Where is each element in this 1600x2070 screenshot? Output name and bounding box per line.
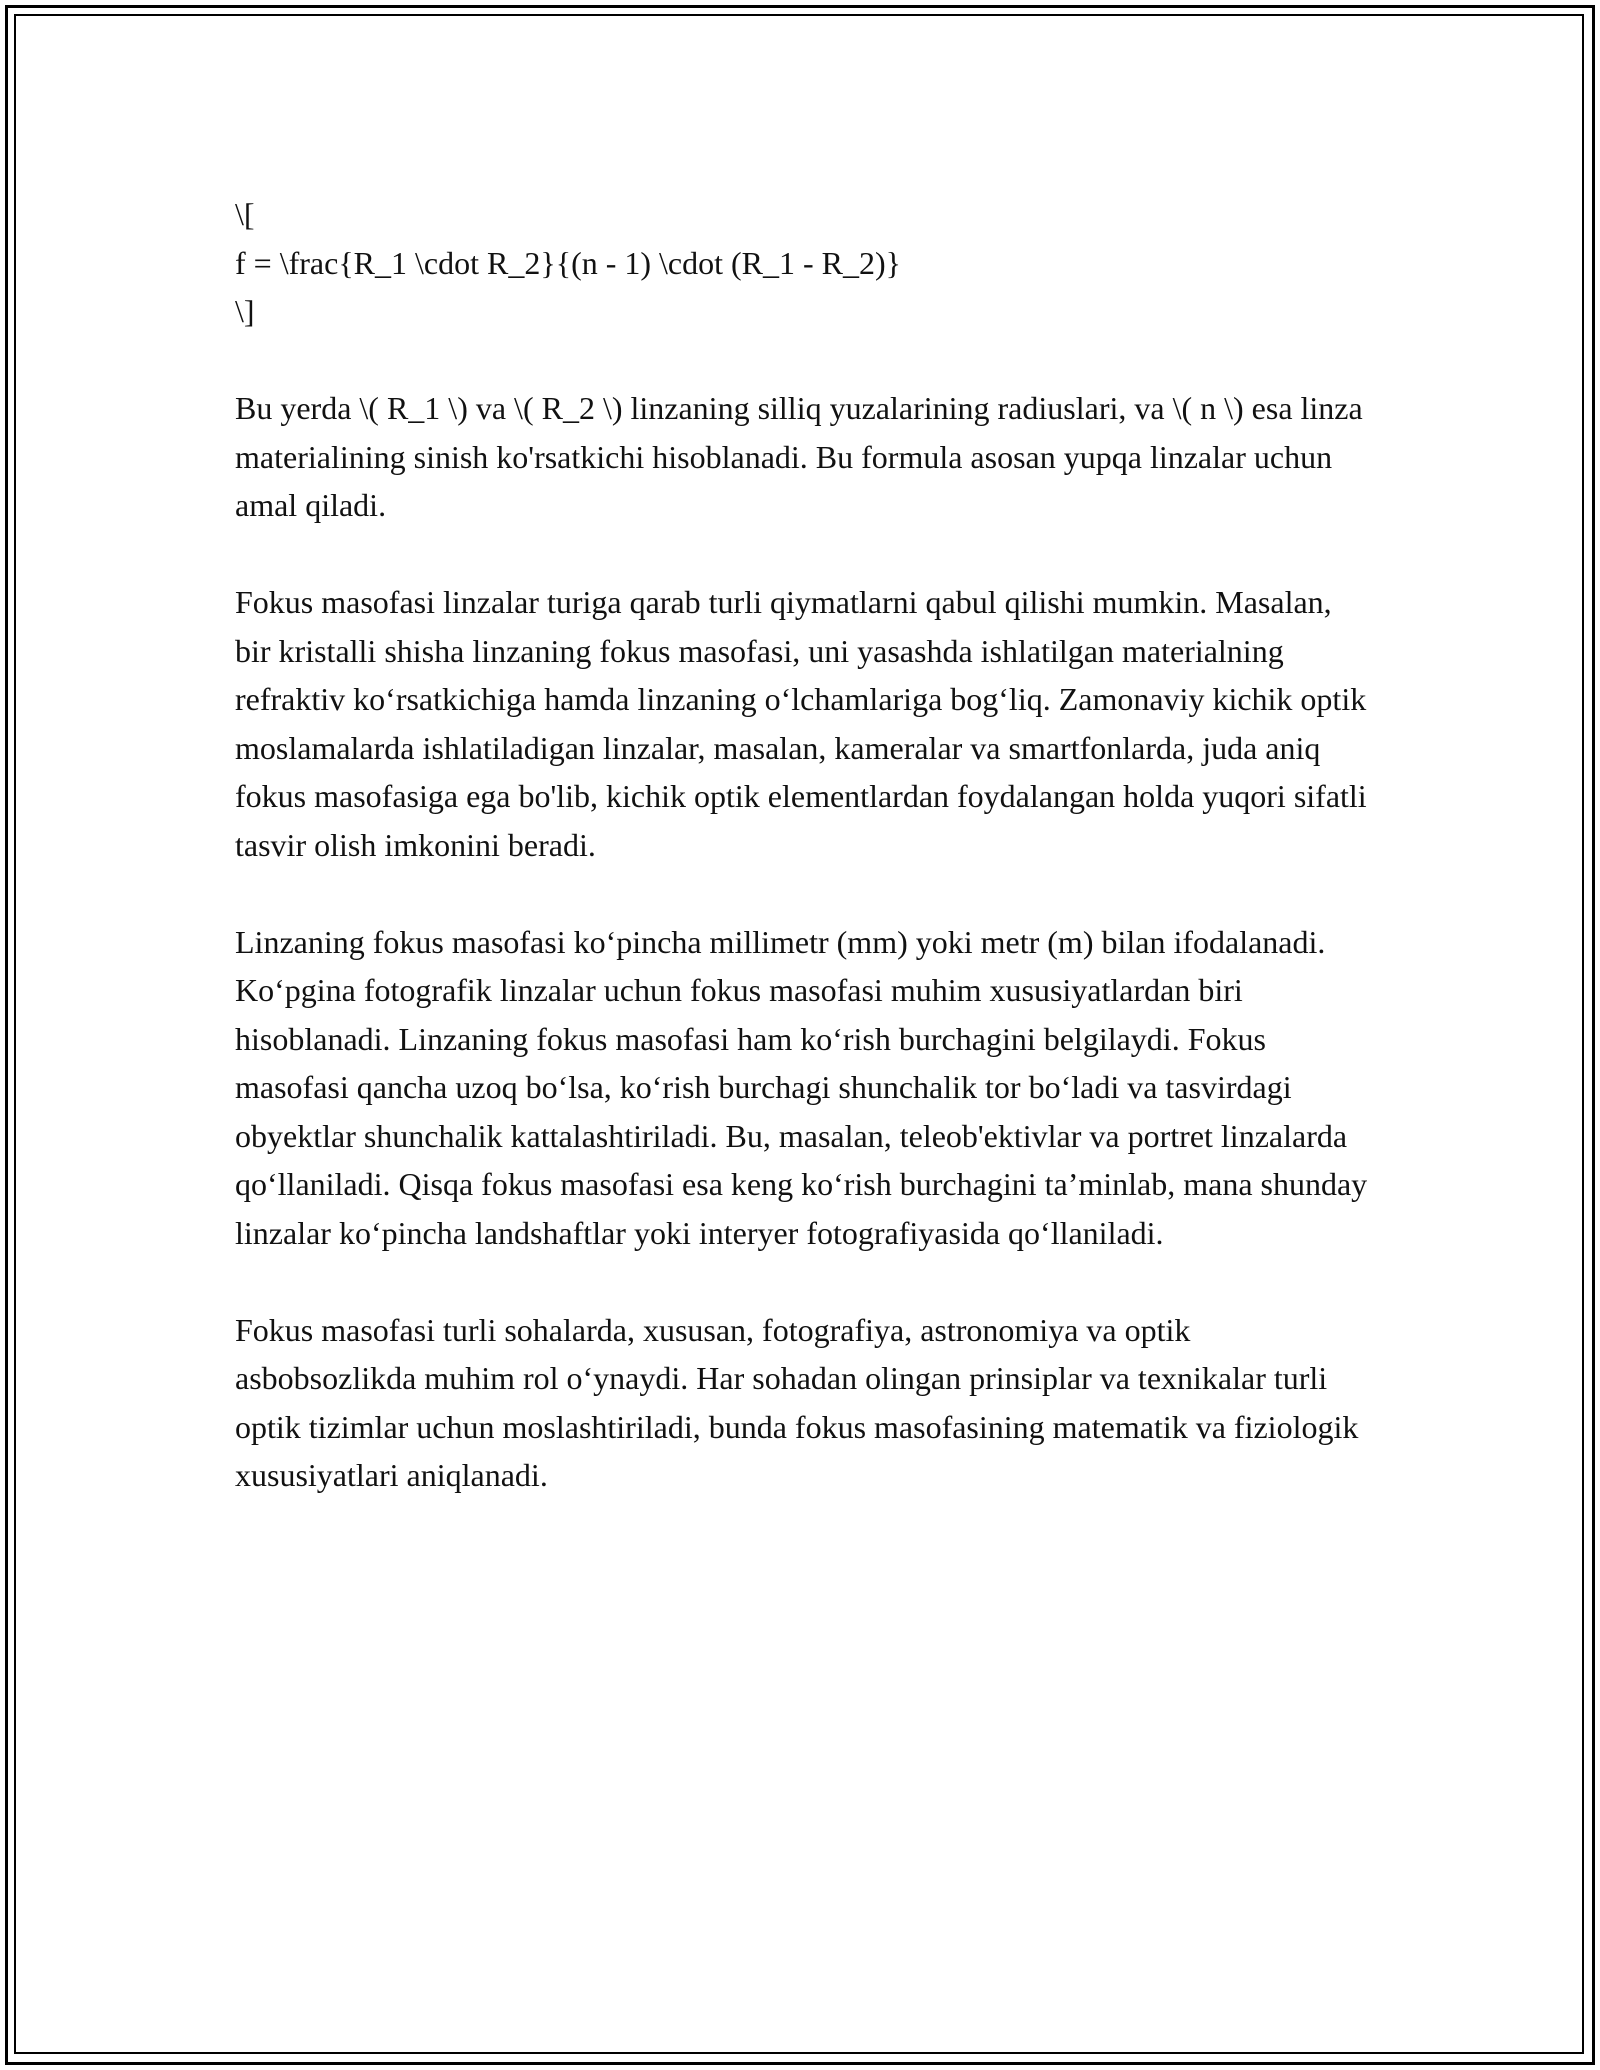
formula-close-delimiter: \]: [235, 293, 255, 329]
formula-open-delimiter: \[: [235, 196, 255, 232]
formula-expression: f = \frac{R_1 \cdot R_2}{(n - 1) \cdot (R_1 - R_2)}: [235, 244, 902, 281]
document-body: [235, 190, 1375, 1548]
paragraph-formula-explanation: Bu yerda \( R_1 \) va \( R_2 \) linzaning silliq yuzalarining radiuslari, va \( n \) esa linza materialining sinish ko'rsatkichi hisoblanadi. Bu formula asosan yupqa linzalar uchun amal qiladi.: [235, 390, 1363, 523]
paragraph-focal-length-units: Linzaning fokus masofasi ko‘pincha millimetr (mm) yoki metr (m) bilan ifodalanadi. Ko‘pgina fotografik linzalar uchun fokus masofasi muhim xususiyatlardan biri hisoblanadi. Linzaning fokus masofasi ham ko‘rish burchagini belgilaydi. Fokus masofasi qancha uzoq bo‘lsa, ko‘rish burchagi shunchalik tor bo‘ladi va tasvirdagi obyektlar shunchalik kattalashtiriladi. Bu, masalan, teleob'ektivlar va portret linzalarda qo‘llaniladi. Qisqa fokus masofasi esa keng ko‘rish burchagini ta’minlab, mana shunday linzalar ko‘pincha landshaftlar yoki interyer fotografiyasida qo‘llaniladi.: [235, 923, 1368, 1251]
paragraph-applications: Fokus masofasi turli sohalarda, xususan, fotografiya, astronomiya va optik asbobsozlikda muhim rol o‘ynaydi. Har sohadan olingan prinsiplar va texnikalar turli optik tizimlar uchun moslashtiriladi, bunda fokus masofasining matematik va fiziologik xususiyatlari aniqlanadi.: [235, 1311, 1359, 1493]
paragraph-lens-types: Fokus masofasi linzalar turiga qarab turli qiymatlarni qabul qilishi mumkin. Masalan, bir kristalli shisha linzaning fokus masofasi, uni yasashda ishlatilgan materialning refraktiv ko‘rsatkichiga hamda linzaning o‘lchamlariga bog‘liq. Zamonaviy kichik optik moslamalarda ishlatiladigan linzalar, masalan, kameralar va smartfonlarda, juda aniq fokus masofasiga ega bo'lib, kichik optik elementlardan foydalangan holda yuqori sifatli tasvir olish imkonini beradi.: [235, 584, 1367, 863]
formula-block: [235, 190, 1375, 336]
